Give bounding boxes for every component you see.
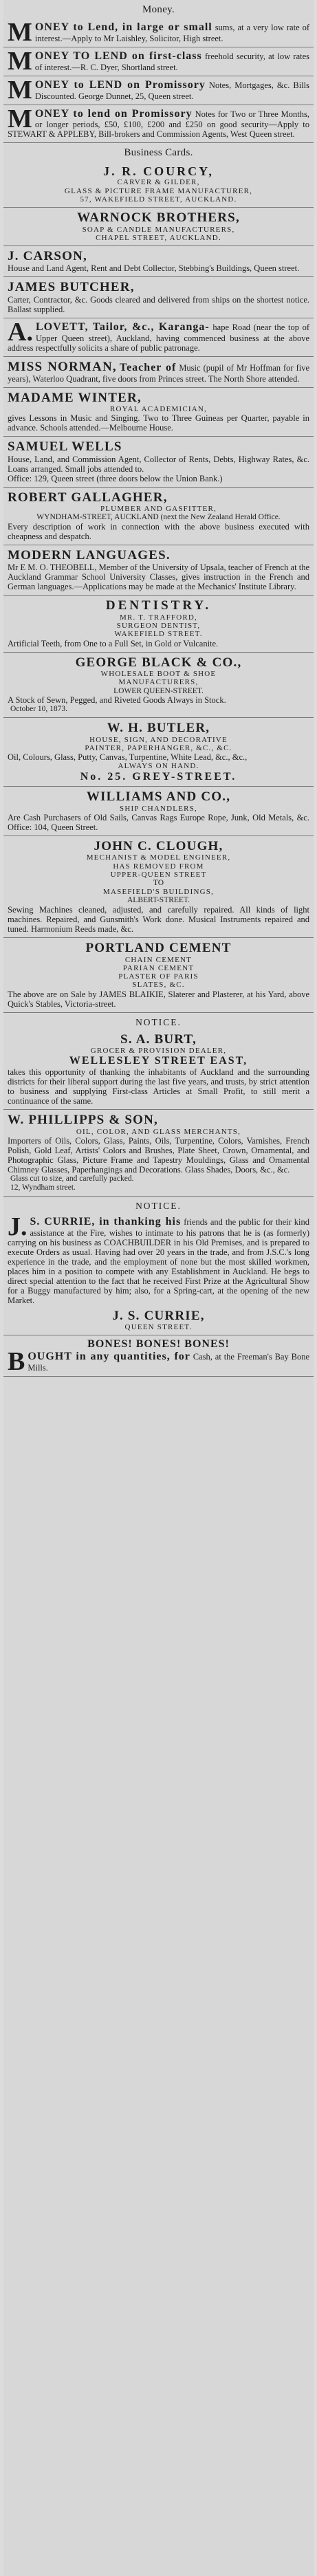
ad-headline: MADAME WINTER,: [8, 390, 142, 405]
ad-butler: [3, 718, 314, 787]
ad-headline: [8, 1032, 309, 1047]
drop-cap: M: [8, 46, 32, 76]
ad-subline: SHIP CHANDLERS,: [120, 804, 197, 813]
ad-body: takes this opportunity of thanking the inhabitants of Auckland and the surrounding districts for their liberal support during the last five years, and trusts, by strict attention to business and supplying First-class Articles at Small Profit, to still merit a continuance of the same.: [8, 1067, 309, 1106]
ad-body: Importers of Oils, Colors, Glass, Paints, Oils, Turpentine, Colors, Varnishes, French Polish, Gold Leaf, Artists' Colors and Brushes, Plate Sheet, Crown, Ornamental, and Photographic Glass, Picture Frame and Tapestry Mouldings, Glass and Ornamental Chimney Glasses, Paperhangings and Decorations. Glass Shades, Doors, &c., &c.: [8, 1135, 309, 1175]
ad-subline: SOAP & CANDLE MANUFACTURERS,: [82, 225, 235, 234]
ad-address: WAKEFIELD STREET.: [114, 630, 203, 639]
ad-subline: SURGEON DENTIST,: [116, 622, 201, 631]
ad-body: Notes for Two or Three Months, or longer periods, £50, £100, £200 and £250 on good security—Apply to STEWART & APPLEBY, Bill-brokers and Commission Agents, West Queen street.: [8, 109, 309, 140]
ad-headline: ONEY to Lend, in large or small: [34, 21, 212, 33]
ad-subline: MANUFACTURERS,: [118, 678, 199, 687]
ad-signature: J. S. CURRIE,: [112, 1308, 205, 1323]
ad-lead: OUGHT in any quantities, for: [28, 1351, 190, 1363]
ad-money-dyer: [3, 47, 314, 76]
ad-headline: [8, 839, 309, 853]
ad-headline: ONEY TO LEND on first-class: [34, 50, 202, 62]
ad-lead: S. CURRIE, in thanking his: [30, 1215, 182, 1227]
ad-subline: SLATES, &C.: [132, 981, 185, 990]
headline-text: A. BURT,: [135, 1032, 197, 1047]
ad-subline: TO: [153, 879, 164, 888]
drop-cap: J.: [8, 249, 19, 264]
ad-subline: UPPER-QUEEN STREET: [110, 870, 207, 879]
ad-subline: OIL, COLOR, AND GLASS MERCHANTS,: [76, 1127, 241, 1136]
ad-phillipps: [3, 1110, 314, 1196]
ad-wells: [3, 437, 314, 487]
ad-headline: [8, 721, 309, 735]
ad-warnock: [3, 208, 314, 246]
ad-carson: [3, 246, 314, 277]
ad-headline: JAMES BUTCHER,: [8, 280, 135, 295]
ad-headline: DENTISTRY.: [105, 598, 212, 613]
ad-body: gives Lessons in Music and Singing. Two to Three Guineas per Quarter, payable in advance. Schools attended.—Melbourne House.: [8, 413, 309, 433]
ad-williams: [3, 787, 314, 836]
ad-address: 57, WAKEFIELD STREET, AUCKLAND.: [80, 195, 237, 204]
ad-subline: MECHANIST & MODEL ENGINEER,: [86, 853, 231, 862]
ad-courcy: [3, 162, 314, 208]
ad-body: Sewing Machines cleaned, adjusted, and carefully repaired. All kinds of light machines. Repaired, and Gunsmith's Work done. Musical Instruments repaired and tuned. Harmonium Reeds made, &c.: [8, 905, 309, 935]
ad-subline: GROCER & PROVISION DEALER,: [90, 1047, 227, 1056]
newspaper-column: [3, 0, 314, 2576]
ad-subline: HAS REMOVED FROM: [113, 862, 204, 871]
ad-address: LOWER QUEEN-STREET.: [113, 686, 204, 695]
ad-headline: WILLIAMS AND CO.,: [86, 789, 231, 805]
ad-butcher: [3, 277, 314, 318]
business-section-header: Business Cards.: [124, 147, 193, 159]
ad-body: Mr E M. O. THEOBELL, Member of the University of Upsala, teacher of French at the Auckland Grammar School University Classes, gives instruction in the French and German languages.—Applications may be made at the Mechanics' Institute Library.: [8, 563, 309, 592]
drop-cap: J.: [8, 1212, 28, 1241]
ad-headline: ONEY to LEND on Promissory: [34, 78, 206, 91]
drop-cap: S.: [120, 1032, 133, 1047]
ad-body: freehold security, at low rates of interest.—R. C. Dyer, Shortland street.: [34, 51, 310, 72]
ad-subline: CARVER & GILDER,: [117, 178, 200, 187]
drop-cap: M: [8, 75, 32, 105]
ad-clough: [3, 836, 314, 938]
ad-body: Carter, Contractor, &c. Goods cleared and delivered from ships on the shortest notice. Ballast supplied.: [8, 294, 309, 314]
ad-body: Are Cash Purchasers of Old Sails, Canvas Rags Europe Rope, Junk, Old Metals, &c. Office: 104, Queen Street.: [8, 813, 309, 832]
ad-address: QUEEN STREET.: [124, 1322, 193, 1331]
drop-cap: A.: [8, 317, 33, 347]
ad-dentistry: [3, 596, 314, 652]
ad-subline: WHOLESALE BOOT & SHOE: [100, 669, 217, 678]
ad-winter: [3, 388, 314, 437]
ad-subline: ROYAL ACADEMICIAN,: [110, 405, 207, 414]
ad-body: Artificial Teeth, from One to a Full Set, in Gold or Vulcanite.: [8, 638, 219, 648]
ad-cement: [3, 938, 314, 1013]
ad-headline: W. PHILLIPPS & SON,: [8, 1113, 158, 1128]
drop-cap: W.: [107, 721, 124, 736]
drop-cap: M: [8, 17, 32, 47]
ad-body: Cash, at the Freeman's Bay Bone Mills.: [28, 1352, 309, 1373]
ad-norman: [3, 357, 314, 388]
ad-address: 12, Wyndham street.: [10, 1183, 76, 1192]
ad-headline: MODERN LANGUAGES.: [8, 548, 171, 563]
ad-subline: PLASTER OF PARIS: [118, 972, 199, 981]
ad-body: sums, at a very low rate of interest.—Apply to Mr Laishley, Solicitor, High street.: [34, 22, 309, 43]
ad-body: Notes, Mortgages, &c. Bills Discounted. George Dunnet, 25, Queen street.: [34, 80, 309, 101]
ad-headline: MISS NORMAN,: [8, 359, 117, 374]
ad-lovett: [3, 318, 314, 357]
ad-headline: SAMUEL WELLS: [8, 439, 122, 455]
ad-body: House, Land, and Commission Agent, Collector of Rents, Debts, Highway Rates, &c. Loans arranged. Small jobs attended to.: [8, 454, 309, 474]
ad-money-laishley: [3, 19, 314, 47]
ad-subline: HOUSE, SIGN, AND DECORATIVE: [89, 735, 228, 744]
notice-heading: NOTICE.: [135, 1200, 182, 1211]
ad-languages: [3, 545, 314, 596]
ad-subline: GLASS & PICTURE FRAME MANUFACTURER,: [64, 186, 253, 195]
ad-body: Music (pupil of Mr Hoffman for five years), Waterloo Quadrant, five doors from Princes street. The North Shore attended.: [8, 362, 310, 384]
drop-cap: M: [8, 104, 32, 133]
ad-subline: CHAIN CEMENT: [124, 955, 193, 964]
drop-cap: J.: [103, 164, 117, 179]
ad-lead: LOVETT, Tailor, &c., Karanga-: [35, 320, 210, 333]
ad-subline: PLUMBER AND GASFITTER,: [100, 505, 217, 514]
ad-subline: PAINTER, PAPERHANGER, &C., &C.: [85, 743, 232, 752]
ad-body: A Stock of Sewn, Pegged, and Riveted Goods Always in Stock.: [8, 695, 226, 706]
ad-address: WELLESLEY STREET EAST,: [69, 1055, 248, 1067]
ad-body: Oil, Colours, Glass, Putty, Canvas, Turpentine, White Lead, &c., &c.,: [8, 752, 248, 763]
ad-headline: GEORGE BLACK & CO.,: [75, 655, 242, 670]
ad-burt: [3, 1029, 314, 1110]
ad-headline: WARNOCK BROTHERS,: [77, 210, 240, 226]
ad-office: Office: 129, Queen street (three doors below the Union Bank.): [8, 473, 223, 483]
ad-headline: ONEY to lend on Promissory: [34, 107, 193, 120]
ad-subline: MASEFIELD'S BUILDINGS,: [103, 888, 214, 897]
ad-lead: Teacher of: [119, 361, 177, 373]
headline-text: CARSON,: [23, 249, 87, 264]
ad-headline: PORTLAND CEMENT: [85, 941, 232, 956]
ad-date: October 10, 1873.: [10, 705, 68, 714]
headline-text: OHN C. CLOUGH,: [101, 839, 223, 853]
drop-cap: J: [94, 839, 102, 853]
ad-body: House and Land Agent, Rent and Debt Collector, Stebbing's Buildings, Queen street.: [8, 263, 300, 274]
ad-money-stewart: [3, 105, 314, 144]
ad-headline: BONES! BONES! BONES!: [87, 1338, 230, 1351]
headline-text: R. COURCY,: [122, 164, 214, 179]
ad-bones: [3, 1335, 314, 1377]
ad-body: friends and the public for their kind assistance at the Fire, wishes to intimate to his patrons that he is (as formerly) carrying on his business as COACHBUILDER in his Old Premises, and is prepared to execute Orders as usual. Having had over 20 years in the trade, and from J.S.C.'s long experience in the trade, and the employment of none but the most skilled workmen, places him in a position to compete with any Establishment in Auckland. He begs to direct special attention to the fact that he received First Prize at the Agricultural Show for a Buggy manufactured by him; also, for a Spring-cart, at the opening of the new Market.: [8, 1216, 310, 1305]
ad-address: No. 25. GREY-STREET.: [80, 770, 237, 783]
money-section-header: Money.: [142, 4, 175, 15]
ad-note: Glass cut to size, and carefully packed.: [10, 1174, 134, 1183]
ad-headline: [8, 164, 309, 178]
ad-subline: ALWAYS ON HAND.: [118, 762, 199, 771]
ad-subline: PARIAN CEMENT: [122, 963, 195, 972]
ad-address: WYNDHAM-STREET, AUCKLAND (next the New Zealand Herald Office.: [36, 513, 281, 522]
ad-currie: [3, 1213, 314, 1335]
ad-body: hape Road (near the top of Upper Queen street), Auckland, having commenced business at the above address respectfully solicits a share of public patronage.: [8, 322, 310, 353]
ad-headline: ROBERT GALLAGHER,: [8, 490, 168, 505]
drop-cap: B: [8, 1347, 25, 1377]
ad-gallagher: [3, 488, 314, 545]
ad-body: Every description of work in connection with the above business executed with cheapness and despatch.: [8, 522, 309, 542]
ad-address: CHAPEL STREET, AUCKLAND.: [96, 233, 221, 242]
ad-money-dunnet: [3, 76, 314, 105]
headline-text: H. BUTLER,: [128, 721, 210, 736]
notice-heading: NOTICE.: [135, 1016, 182, 1027]
ad-subline: MR. T. TRAFFORD,: [119, 613, 198, 622]
ad-black: [3, 653, 314, 719]
ad-address: ALBERT-STREET.: [127, 896, 190, 905]
ad-body: The above are on Sale by JAMES BLAIKIE, Slaterer and Plasterer, at his Yard, above Quick's Stables, Victoria-street.: [8, 989, 309, 1009]
ad-headline: [8, 249, 309, 263]
